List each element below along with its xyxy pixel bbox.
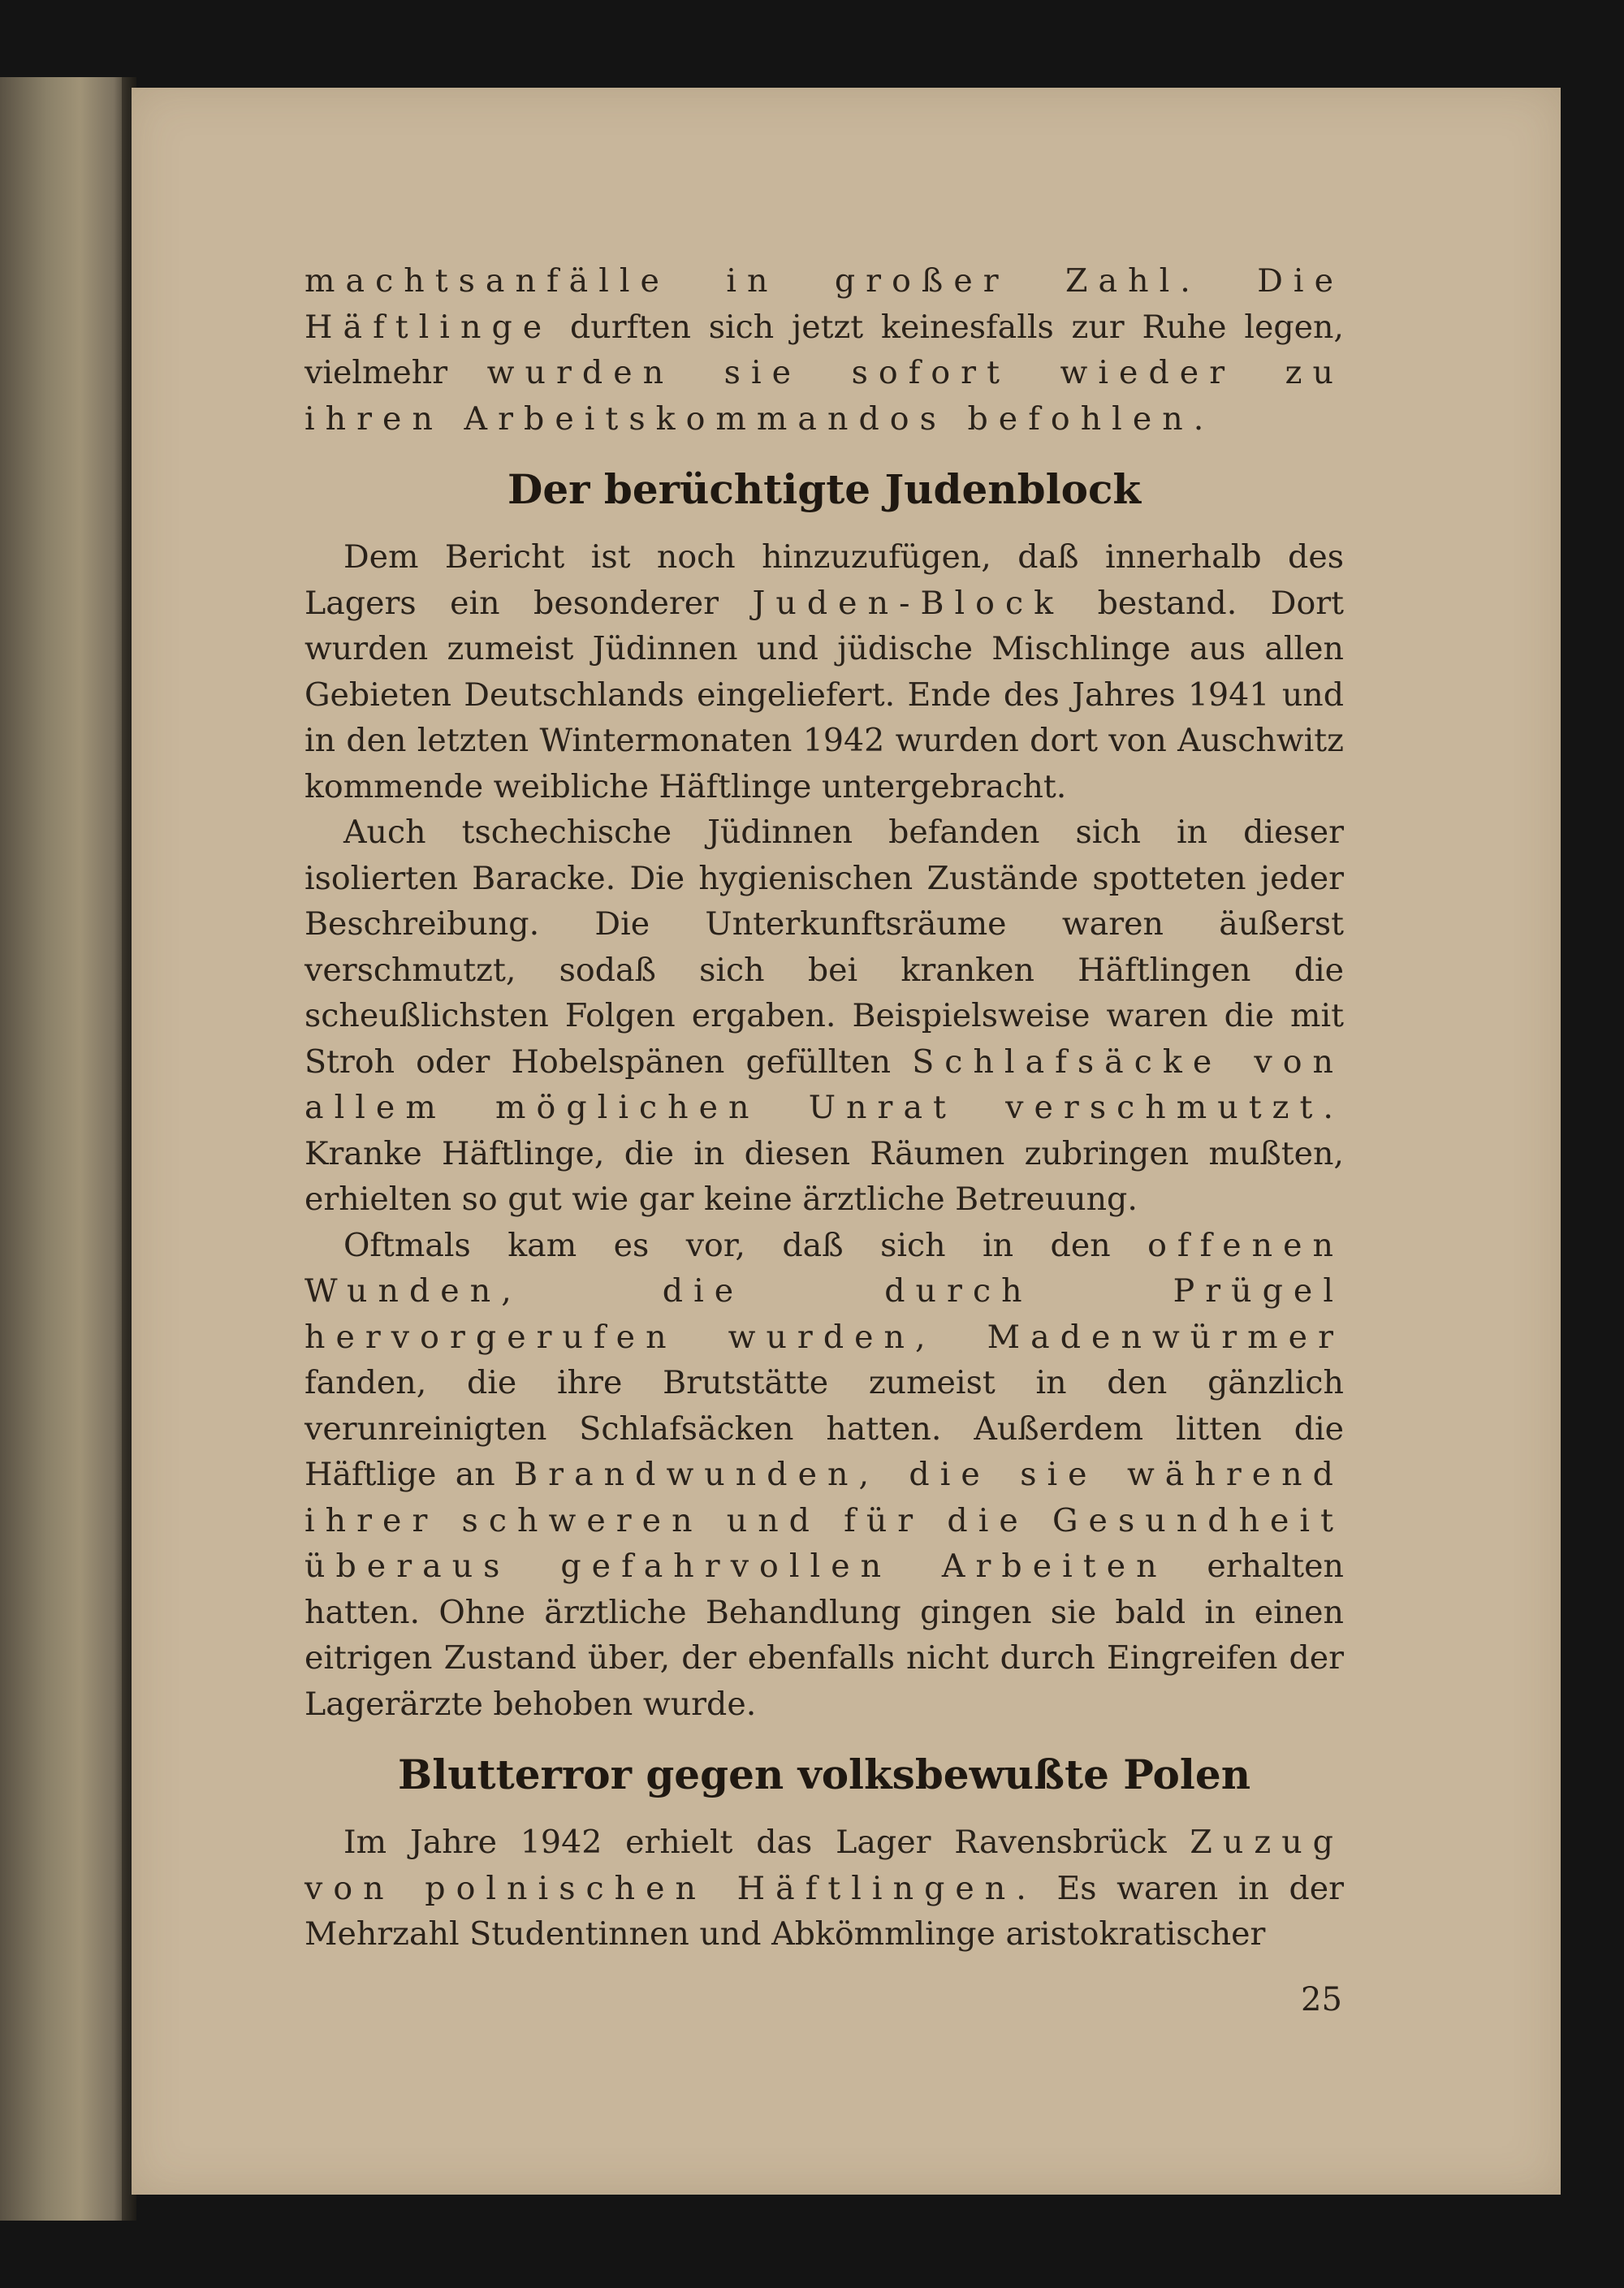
text-run: bestand. Dort wurden zumeist Jüdinnen und jüdische Mischlinge aus allen Gebieten Deutschlands eingeliefert. Ende des Jahres 1941 und in den letzten Wintermonaten 1942 wurden dort von Auschwitz kommende weibliche Häftlinge untergebracht. (304, 584, 1344, 805)
paragraph (304, 809, 1344, 1223)
spaced-text: machtsanfälle in großer Zahl. Die Häftlinge (304, 262, 1344, 346)
spaced-text: Brandwunden, die sie während ihrer schweren und für die Gesundheit überaus gefahrvollen Arbeiten (304, 1456, 1344, 1585)
text-run: Dem Bericht ist noch hinzuzufügen, daß innerhalb des Lagers ein besonderer (304, 538, 1344, 622)
text-run: fanden, die ihre Brutstätte zumeist in den gänzlich verunreinigten Schlafsäcken hatten. Außerdem litten die Häftlige an (304, 1364, 1344, 1493)
section-heading-polen: Blutterror gegen volksbewußte Polen (397, 1751, 1251, 1798)
text-run: Im Jahre 1942 erhielt das Lager Ravensbrück (343, 1824, 1190, 1861)
spaced-text: Zuzug von polnischen Häftlingen. (304, 1824, 1344, 1907)
paragraph-continuation (304, 258, 1344, 442)
paragraph (304, 1820, 1344, 1958)
book-spine (0, 77, 134, 2221)
page-number: 25 (1301, 1981, 1342, 2018)
paragraph (304, 534, 1344, 809)
text-run: Auch tschechische Jüdinnen befanden sich in dieser isolierten Baracke. Die hygienischen Zustände spotteten jeder Beschreibung. Die Unterkunftsräume waren äußerst verschmutzt, sodaß sich bei kranken Häftlingen die scheußlichsten Folgen ergaben. Beispielsweise waren die mit Stroh oder Hobelspänen gefüllten (304, 814, 1344, 1081)
spaced-text: offenen Wunden, die durch Prügel hervorgerufen wurden, Madenwürmer (304, 1226, 1344, 1356)
spaced-text: Juden-Block (752, 584, 1065, 622)
spaced-text: Schlafsäcke von allem möglichen Unrat verschmutzt. (304, 1043, 1344, 1126)
page-text (304, 258, 1344, 1958)
paragraph (304, 1223, 1344, 1728)
text-run: durften sich jetzt keinesfalls zur Ruhe legen, vielmehr (304, 308, 1344, 391)
text-run: erhalten hatten. Ohne ärztliche Behandlung gingen sie bald in einen eitrigen Zustand über, der ebenfalls nicht durch Eingreifen der Lagerärzte behoben wurde. (304, 1548, 1344, 1723)
text-run: Es waren in der Mehrzahl Studentinnen und Abkömmlinge aristokratischer (304, 1869, 1344, 1953)
section-heading-judenblock: Der berüchtigte Judenblock (507, 465, 1142, 513)
text-run: Oftmals kam es vor, daß sich in den (343, 1226, 1148, 1264)
spaced-text: wurden sie sofort wieder zu ihren Arbeitskommandos befohlen. (304, 354, 1344, 438)
text-run: Kranke Häftlinge, die in diesen Räumen zubringen mußten, erhielten so gut wie gar keine ärztliche Betreuung. (304, 1134, 1344, 1218)
